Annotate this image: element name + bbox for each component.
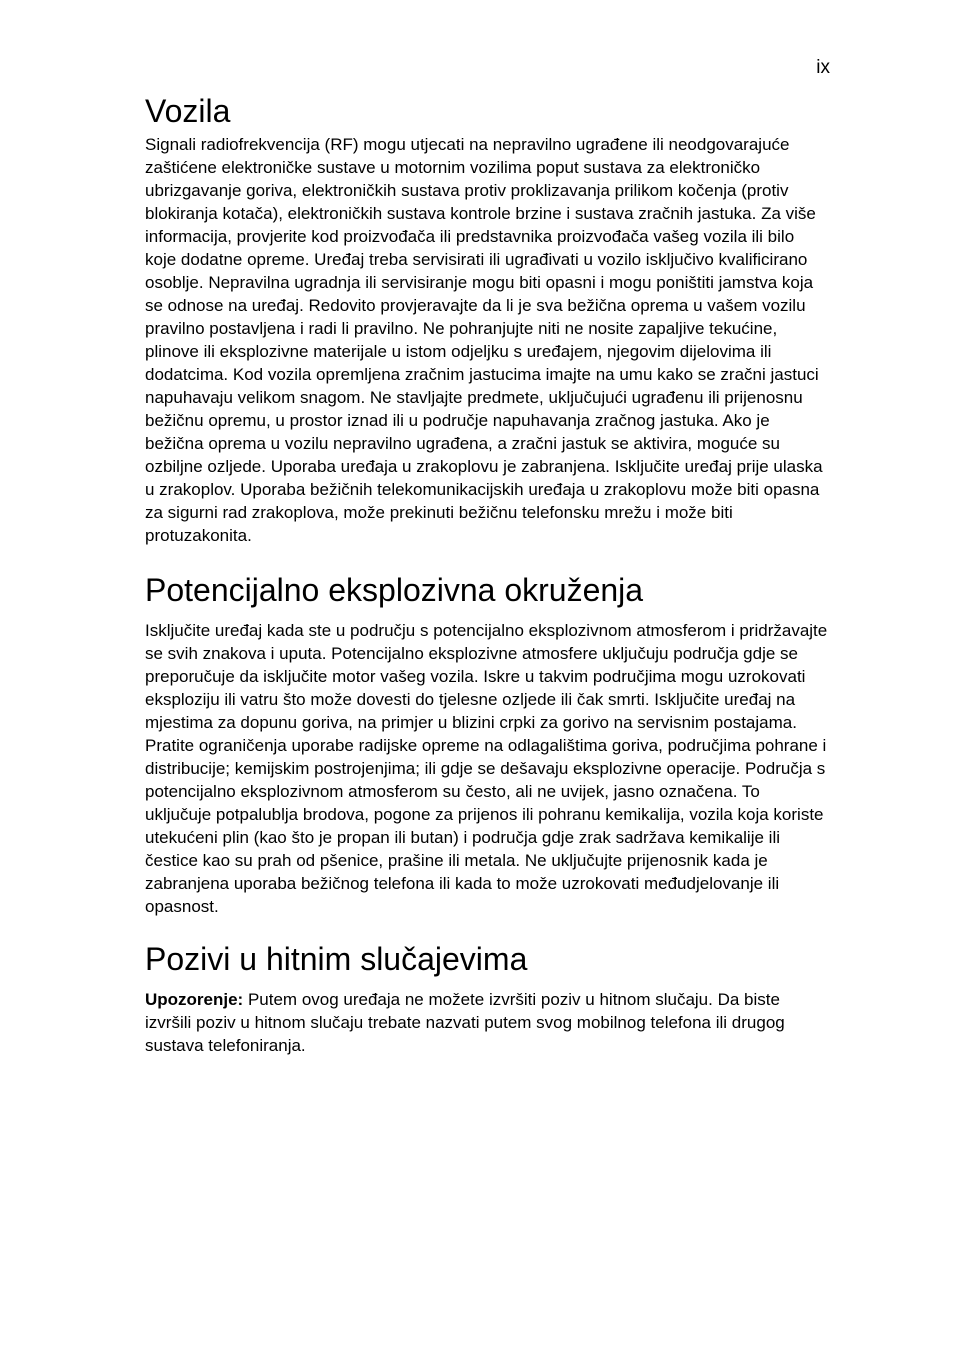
warning-text: Putem ovog uređaja ne možete izvršiti poziv u hitnom slučaju. Da biste izvršili poziv u hitnom slučaju trebate nazvati putem svog mobilnog telefona ili drugog sustava telefoniranja. [145, 990, 785, 1055]
section-heading: Potencijalno eksplozivna okruženja [145, 572, 644, 608]
page-number: ix [816, 57, 830, 78]
warning-label: Upozorenje: [145, 990, 244, 1009]
document-body [145, 92, 829, 1057]
section-explosive-environments [145, 571, 829, 918]
section-paragraph [145, 988, 829, 1057]
section-paragraph: Signali radiofrekvencija (RF) mogu utjecati na nepravilno ugrađene ili neodgovarajuće zaštićene elektroničke sustave u motornim vozilima poput sustava za elektroničko ubrizgavanje goriva, elektroničkih sustava protiv proklizavanja prilikom kočenja (protiv blokiranja kotača), elektroničkih sustava kontrole brzine i sustava zračnih jastuka. Za više informacija, provjerite kod proizvođača ili predstavnika proizvođača vašeg vozila ili bilo koje dodatne opreme. Uređaj treba servisirati ili ugrađivati u vozilo isključivo kvalificirano osoblje. Nepravilna ugradnja ili servisiranje mogu biti opasni i mogu poništiti jamstva koja se odnose na uređaj. Redovito provjeravajte da li je sva bežična oprema u vašem vozilu pravilno postavljena i radi li pravilno. Ne pohranjujte niti ne nosite zapaljive tekućine, plinove ili eksplozivne materijale u istom odjeljku s uređajem, njegovim dijelovima ili dodatcima. Kod vozila opremljena zračnim jastucima imajte na umu kako se zračni jastuci napuhavaju velikom snagom. Ne stavljajte predmete, uključujući ugrađenu ili prijenosnu bežičnu opremu, u prostor iznad ili u područje napuhavanja zračnog jastuka. Ako je bežična oprema u vozilu nepravilno ugrađena, a zračni jastuk se aktivira, moguće su ozbiljne ozljede. Uporaba uređaja u zrakoplovu je zabranjena. Isključite uređaj prije ulaska u zrakoplov. Uporaba bežičnih telekomunikacijskih uređaja u zrakoplovu može biti opasna za sigurni rad zrakoplova, može prekinuti bežičnu telefonsku mrežu i može biti protuzakonita. [145, 135, 823, 545]
section-vehicles [145, 92, 829, 547]
section-heading: Pozivi u hitnim slučajevima [145, 941, 528, 977]
section-emergency-calls [145, 940, 829, 1057]
section-paragraph: Isključite uređaj kada ste u području s potencijalno eksplozivnom atmosferom i pridržavajte se svih znakova i uputa. Potencijalno eksplozivne atmosfere uključuju područja gdje se preporučuje da isključite motor vašeg vozila. Iskre u takvim područjima mogu uzrokovati eksploziju ili vatru što može dovesti do tjelesne ozljede ili čak smrti. Isključite uređaj na mjestima za dopunu goriva, na primjer u blizini crpki za gorivo na servisnim postajama. Pratite ograničenja uporabe radijske opreme na odlagalištima goriva, područjima pohrane i distribucije; kemijskim postrojenjima; ili gdje se dešavaju eksplozivne operacije. Područja s potencijalno eksplozivnom atmosferom su često, ali ne uvijek, jasno označena. To uključuje potpalublja brodova, pogone za prijenos ili pohranu kemikalija, vozila koja koriste utekućeni plin (kao što je propan ili butan) i područja gdje zrak sadržava kemikalije ili čestice kao su prah od pšenice, prašine ili metala. Ne uključujte prijenosnik kada je zabranjena uporaba bežičnog telefona ili kada to može uzrokovati međudjelovanje ili opasnost. [145, 621, 828, 916]
section-heading: Vozila [145, 93, 231, 129]
